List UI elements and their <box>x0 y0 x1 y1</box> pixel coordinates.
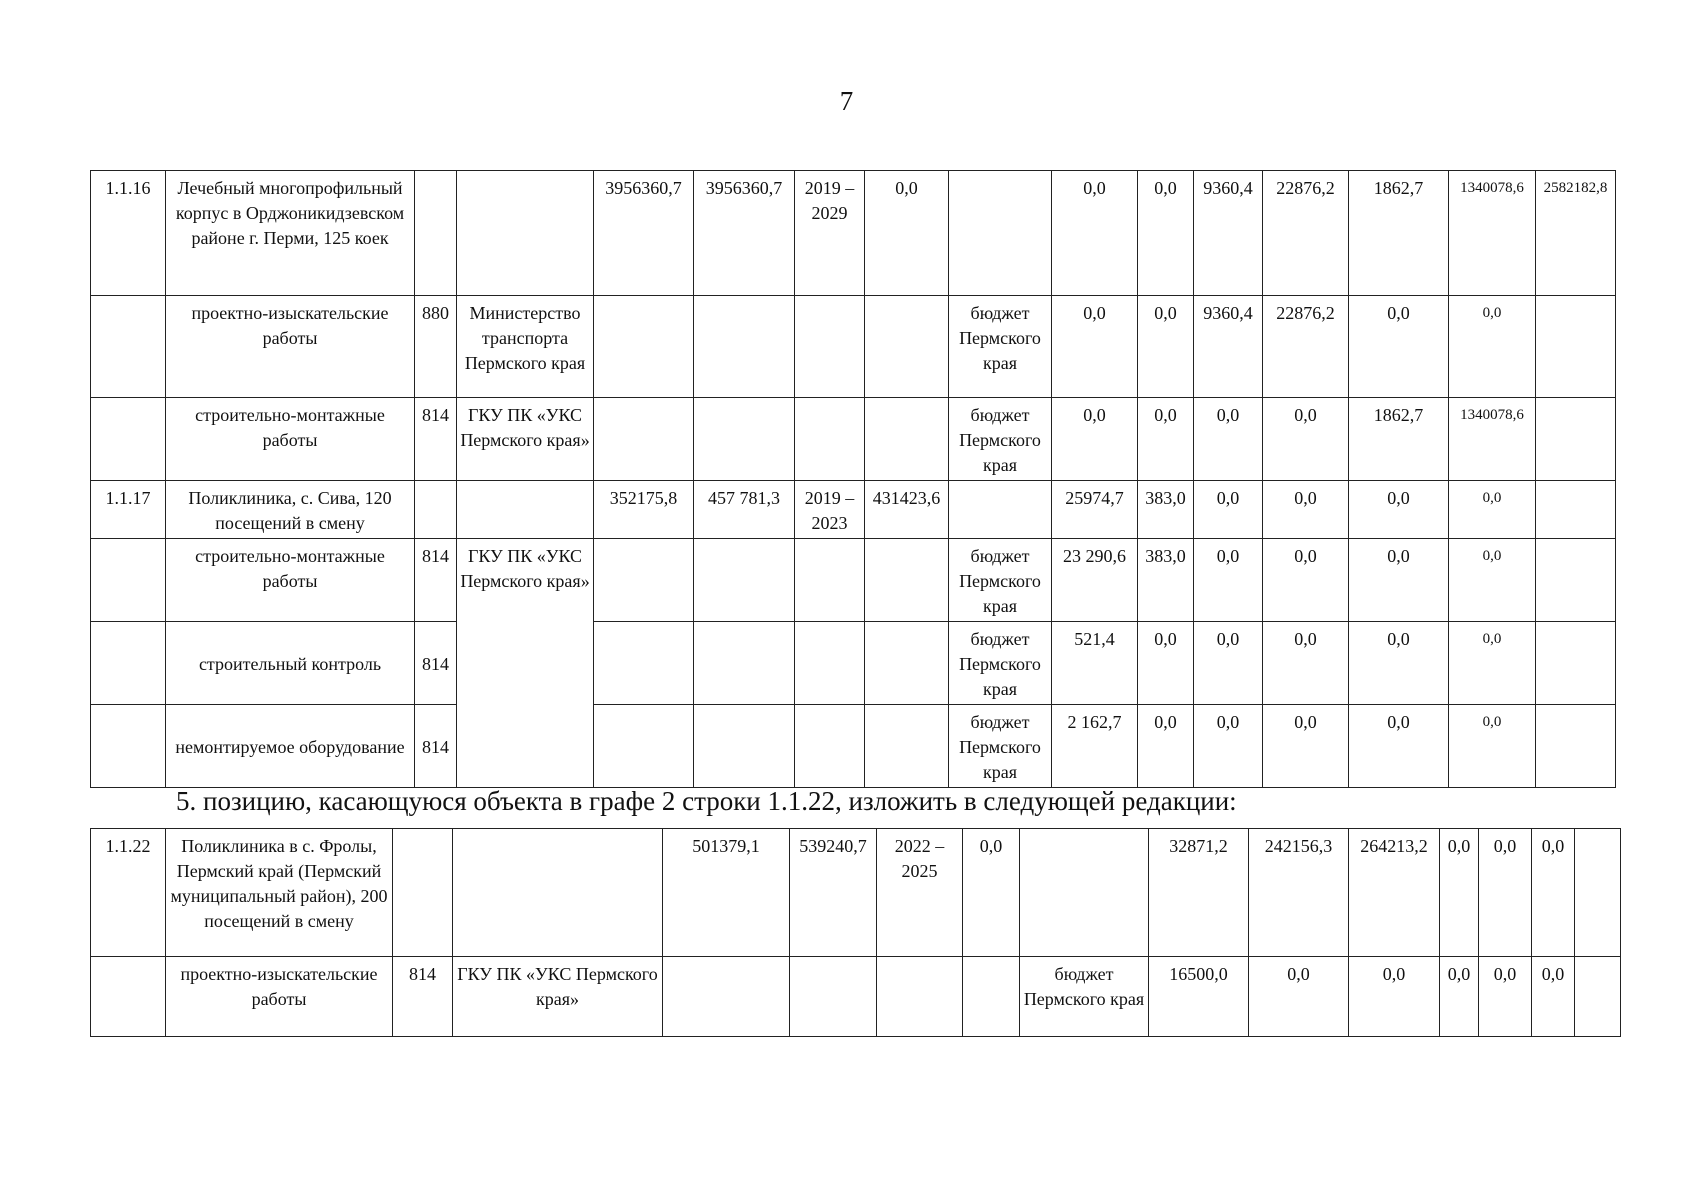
year-value: 0,0 <box>1249 957 1349 1037</box>
year-value <box>1536 296 1616 398</box>
cost-current-prices <box>790 957 877 1037</box>
row-code: 1.1.16 <box>91 171 166 296</box>
table-row <box>91 296 1616 398</box>
grbs-code: 880 <box>415 296 457 398</box>
cost-current-prices <box>694 398 795 481</box>
object-name: строительно-монтажные работы <box>166 398 415 481</box>
table-row <box>91 481 1616 539</box>
cost-current-prices <box>694 622 795 705</box>
estimated-cost <box>594 296 694 398</box>
table-row <box>91 622 1616 705</box>
estimated-cost <box>663 957 790 1037</box>
appropriation-table-2 <box>90 828 1621 1037</box>
appropriation-table-1 <box>90 170 1616 788</box>
year-value: 0,0 <box>1449 539 1536 622</box>
year-value: 2582182,8 <box>1536 171 1616 296</box>
funding-source <box>949 481 1052 539</box>
year-value: 0,0 <box>1194 398 1263 481</box>
grbs-code: 814 <box>415 622 457 705</box>
year-value: 0,0 <box>1479 957 1532 1037</box>
year-value: 0,0 <box>1138 622 1194 705</box>
year-value: 0,0 <box>1194 705 1263 788</box>
object-name: Поликлиника в с. Фролы, Пермский край (Пермский муниципальный район), 200 посещений в смену <box>166 829 393 957</box>
period <box>795 622 865 705</box>
grbs-code <box>415 171 457 296</box>
year-value <box>1536 539 1616 622</box>
year-value: 0,0 <box>1479 829 1532 957</box>
table-row <box>91 957 1621 1037</box>
year-value: 1862,7 <box>1349 171 1449 296</box>
year-value: 22876,2 <box>1263 296 1349 398</box>
year-value: 0,0 <box>1194 481 1263 539</box>
year-value: 0,0 <box>1440 829 1479 957</box>
funding-source: бюджет Пермского края <box>949 539 1052 622</box>
object-name: строительный контроль <box>166 622 415 705</box>
table-row <box>91 705 1616 788</box>
year-value <box>1575 829 1621 957</box>
grbs-code: 814 <box>415 398 457 481</box>
cost-current-prices <box>694 296 795 398</box>
object-name: Лечебный многопрофильный корпус в Орджоникидзевском районе г. Перми, 125 коек <box>166 171 415 296</box>
table-row <box>91 171 1616 296</box>
row-code: 1.1.17 <box>91 481 166 539</box>
row-code <box>91 296 166 398</box>
year-value: 9360,4 <box>1194 296 1263 398</box>
year-value: 0,0 <box>1263 481 1349 539</box>
year-value: 0,0 <box>1194 539 1263 622</box>
year-value: 0,0 <box>1138 171 1194 296</box>
year-value: 242156,3 <box>1249 829 1349 957</box>
object-name: немонтируемое оборудование <box>166 705 415 788</box>
year-value: 23 290,6 <box>1052 539 1138 622</box>
year-value: 0,0 <box>1349 539 1449 622</box>
year-value <box>1536 481 1616 539</box>
year-value: 0,0 <box>1449 705 1536 788</box>
estimated-cost: 501379,1 <box>663 829 790 957</box>
cost-current-prices: 457 781,3 <box>694 481 795 539</box>
estimated-cost <box>594 398 694 481</box>
funded-before: 431423,6 <box>865 481 949 539</box>
year-value: 521,4 <box>1052 622 1138 705</box>
funded-before: 0,0 <box>963 829 1020 957</box>
year-value: 0,0 <box>1349 705 1449 788</box>
year-value: 0,0 <box>1449 296 1536 398</box>
period <box>795 398 865 481</box>
period <box>795 705 865 788</box>
amendment-instruction: 5. позицию, касающуюся объекта в графе 2 строки 1.1.22, изложить в следующей редакции: <box>176 786 1237 816</box>
funding-source: бюджет Пермского края <box>949 296 1052 398</box>
grbs-code <box>415 481 457 539</box>
year-value: 0,0 <box>1263 705 1349 788</box>
object-name: проектно-изыскательские работы <box>166 957 393 1037</box>
period: 2022 – 2025 <box>877 829 963 957</box>
year-value: 0,0 <box>1349 296 1449 398</box>
funded-before: 0,0 <box>865 171 949 296</box>
customer: Министерство транспорта Пермского края <box>457 296 594 398</box>
funded-before <box>963 957 1020 1037</box>
period: 2019 – 2029 <box>795 171 865 296</box>
year-value: 0,0 <box>1052 171 1138 296</box>
funding-source: бюджет Пермского края <box>1020 957 1149 1037</box>
year-value: 0,0 <box>1052 296 1138 398</box>
year-value <box>1536 705 1616 788</box>
cost-current-prices <box>694 539 795 622</box>
row-code <box>91 622 166 705</box>
funded-before <box>865 539 949 622</box>
funded-before <box>865 622 949 705</box>
customer <box>457 481 594 539</box>
year-value: 0,0 <box>1440 957 1479 1037</box>
grbs-code: 814 <box>415 539 457 622</box>
funding-source: бюджет Пермского края <box>949 705 1052 788</box>
year-value <box>1536 398 1616 481</box>
year-value: 32871,2 <box>1149 829 1249 957</box>
customer: ГКУ ПК «УКС Пермского края» <box>453 957 663 1037</box>
funded-before <box>865 398 949 481</box>
year-value: 383,0 <box>1138 539 1194 622</box>
object-name: проектно-изыскательские работы <box>166 296 415 398</box>
year-value: 25974,7 <box>1052 481 1138 539</box>
row-code <box>91 957 166 1037</box>
row-code: 1.1.22 <box>91 829 166 957</box>
year-value: 1340078,6 <box>1449 171 1536 296</box>
year-value: 383,0 <box>1138 481 1194 539</box>
year-value: 0,0 <box>1194 622 1263 705</box>
customer <box>453 829 663 957</box>
customer: ГКУ ПК «УКС Пермского края» <box>457 398 594 481</box>
row-code <box>91 398 166 481</box>
year-value: 0,0 <box>1349 957 1440 1037</box>
year-value: 0,0 <box>1263 539 1349 622</box>
grbs-code <box>393 829 453 957</box>
object-name: Поликлиника, с. Сива, 120 посещений в смену <box>166 481 415 539</box>
funding-source: бюджет Пермского края <box>949 398 1052 481</box>
funded-before <box>865 296 949 398</box>
year-value: 0,0 <box>1449 481 1536 539</box>
estimated-cost <box>594 622 694 705</box>
year-value: 0,0 <box>1532 829 1575 957</box>
year-value: 1340078,6 <box>1449 398 1536 481</box>
year-value: 9360,4 <box>1194 171 1263 296</box>
year-value: 264213,2 <box>1349 829 1440 957</box>
cost-current-prices: 3956360,7 <box>694 171 795 296</box>
period <box>795 539 865 622</box>
year-value: 0,0 <box>1138 705 1194 788</box>
year-value: 0,0 <box>1449 622 1536 705</box>
customer <box>457 171 594 296</box>
year-value: 16500,0 <box>1149 957 1249 1037</box>
year-value: 2 162,7 <box>1052 705 1138 788</box>
year-value: 1862,7 <box>1349 398 1449 481</box>
estimated-cost <box>594 539 694 622</box>
year-value: 0,0 <box>1349 622 1449 705</box>
row-code <box>91 539 166 622</box>
year-value: 0,0 <box>1532 957 1575 1037</box>
year-value: 0,0 <box>1138 398 1194 481</box>
object-name: строительно-монтажные работы <box>166 539 415 622</box>
table-row <box>91 539 1616 622</box>
customer: ГКУ ПК «УКС Пермского края» <box>457 539 594 788</box>
year-value: 0,0 <box>1263 398 1349 481</box>
year-value: 0,0 <box>1052 398 1138 481</box>
cost-current-prices <box>694 705 795 788</box>
row-code <box>91 705 166 788</box>
table-row <box>91 398 1616 481</box>
cost-current-prices: 539240,7 <box>790 829 877 957</box>
year-value: 0,0 <box>1263 622 1349 705</box>
year-value: 0,0 <box>1349 481 1449 539</box>
year-value: 22876,2 <box>1263 171 1349 296</box>
period: 2019 – 2023 <box>795 481 865 539</box>
funding-source: бюджет Пермского края <box>949 622 1052 705</box>
year-value: 0,0 <box>1138 296 1194 398</box>
grbs-code: 814 <box>415 705 457 788</box>
estimated-cost <box>594 705 694 788</box>
table-row <box>91 829 1621 957</box>
estimated-cost: 3956360,7 <box>594 171 694 296</box>
year-value <box>1575 957 1621 1037</box>
funding-source <box>949 171 1052 296</box>
period <box>795 296 865 398</box>
funding-source <box>1020 829 1149 957</box>
page-number: 7 <box>839 86 854 116</box>
year-value <box>1536 622 1616 705</box>
period <box>877 957 963 1037</box>
grbs-code: 814 <box>393 957 453 1037</box>
funded-before <box>865 705 949 788</box>
estimated-cost: 352175,8 <box>594 481 694 539</box>
